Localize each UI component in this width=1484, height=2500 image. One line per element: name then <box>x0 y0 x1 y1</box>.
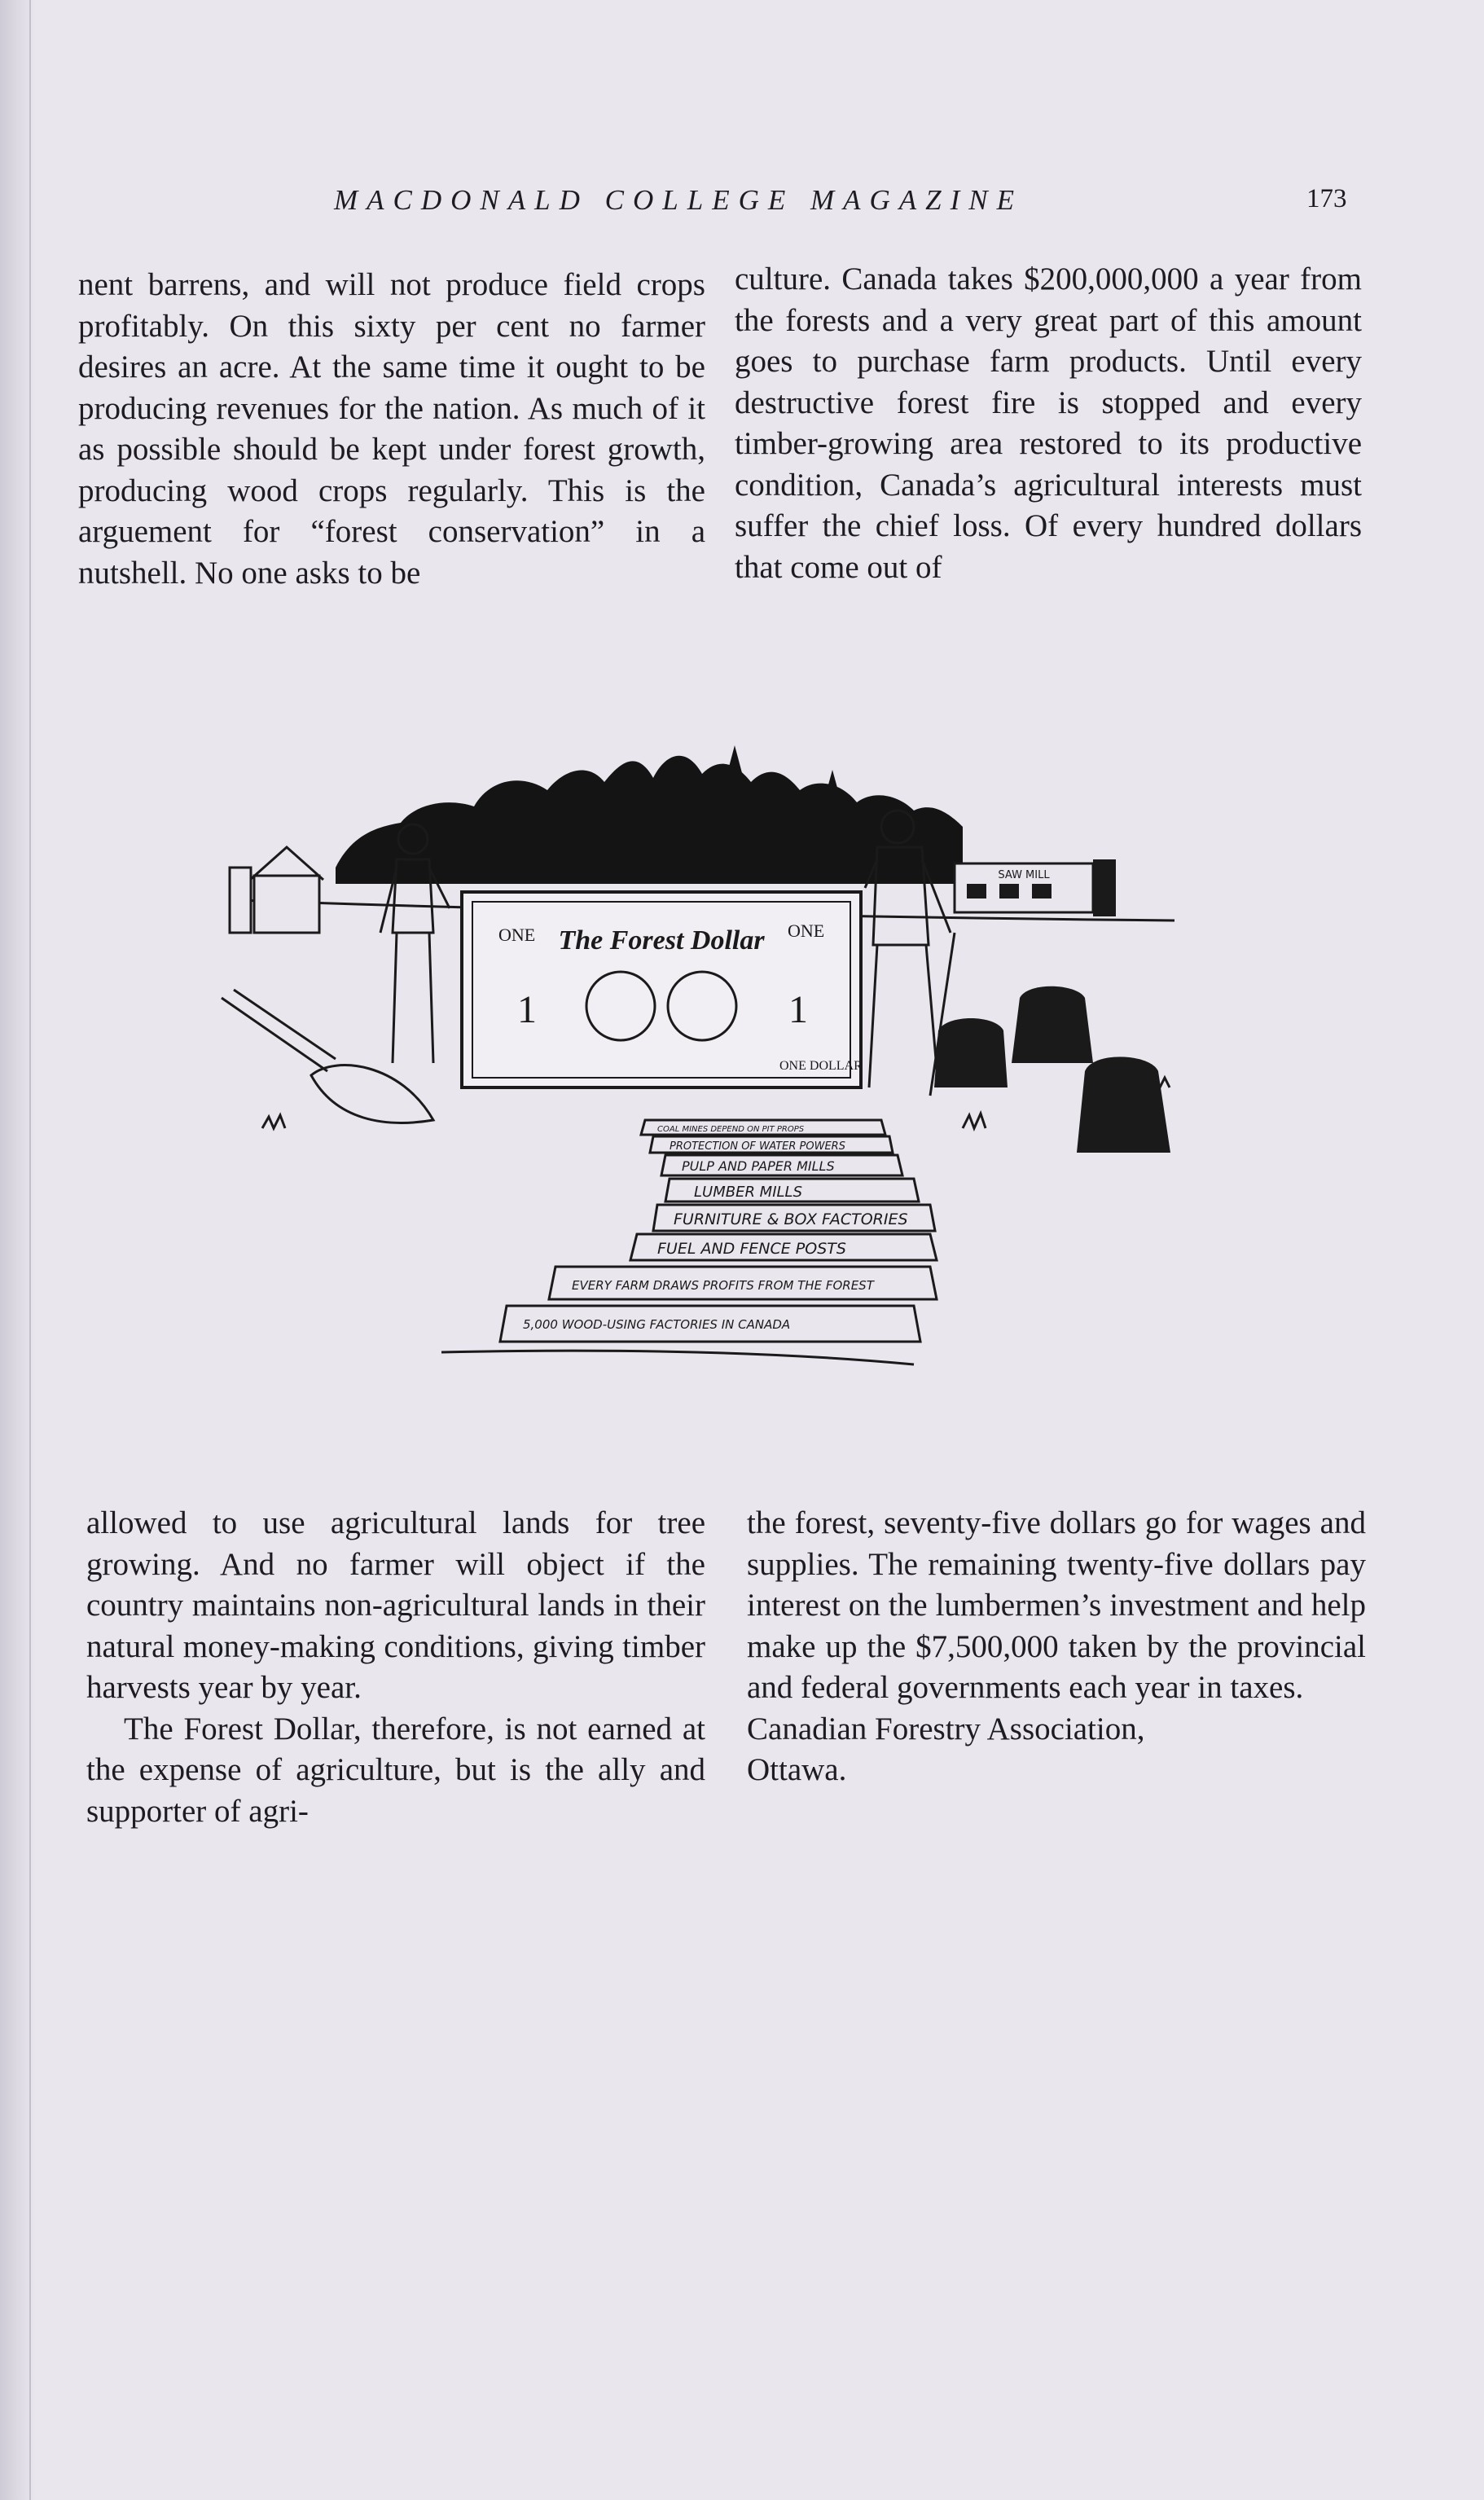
bill-title: The Forest Dollar <box>558 925 765 956</box>
forest-dollar-bill <box>462 892 863 1087</box>
step-8 <box>500 1306 920 1342</box>
step-1 <box>641 1120 885 1135</box>
step-6 <box>630 1234 937 1260</box>
step-label: EVERY FARM DRAWS PROFITS FROM THE FOREST <box>572 1278 874 1293</box>
bill-corner-left: ONE <box>498 925 536 945</box>
step-label: LUMBER MILLS <box>694 1184 803 1201</box>
text-column-top-right <box>735 259 1362 588</box>
step-3 <box>661 1155 902 1175</box>
page-number: 173 <box>1306 184 1347 213</box>
text-column-bottom-left <box>86 1503 705 1832</box>
step-2 <box>650 1136 893 1153</box>
paragraph: culture. Canada takes $200,000,000 a year from the forests and a very great part of this amount goes to purchase farm products. Until every destructive forest fire is stopped and every timber-growing area restored to its productive condition, Canada’s agricultural interests must suffer the chief loss. Of every hundred dollars that come out of <box>735 261 1362 585</box>
bill-bottom-label: ONE DOLLAR <box>779 1059 863 1073</box>
plow-icon <box>222 990 433 1123</box>
paragraph: the forest, seventy-five dollars go for wages and supplies. The remaining twenty-five dollars pay interest on the lumbermen’s investment and help make up the $7,500,000 taken by the provincial and federal governments each year in taxes. <box>747 1505 1366 1705</box>
forest-dollar-illustration <box>213 745 1240 1389</box>
step-label: FUEL AND FENCE POSTS <box>657 1240 846 1258</box>
bill-digit-right: 1 <box>788 988 808 1031</box>
signature-city: Ottawa. <box>747 1752 847 1787</box>
paragraph: nent barrens, and will not produce field crops profitably. On this sixty per cent no farmer desires an acre. At the same time it ought to be producing revenues for the nation. As much of it as possible should be kept under forest growth, producing wood crops regularly. This is the arguement for “forest conservation” in a nutshell. No one asks to be <box>78 267 705 591</box>
signature-organization: Canadian Forestry Association, <box>747 1711 1145 1746</box>
paragraph: allowed to use agricultural lands for tree growing. And no farmer will object if the country maintains non-agricultural lands in their natural money-making conditions, giving timber harvests year by year. <box>86 1505 705 1705</box>
sawmill-building-icon <box>955 859 1116 916</box>
page-header <box>0 184 1484 233</box>
step-5 <box>653 1205 935 1231</box>
step-label: 5,000 WOOD-USING FACTORIES IN CANADA <box>523 1317 791 1332</box>
text-column-bottom-right <box>747 1503 1366 1791</box>
tree-stump-icon <box>934 986 1170 1153</box>
running-title: MACDONALD COLLEGE MAGAZINE <box>334 184 1024 216</box>
step-label: COAL MINES DEPEND ON PIT PROPS <box>657 1125 805 1134</box>
sawmill-sign: SAW MILL <box>998 869 1050 881</box>
farm-barn-icon <box>230 847 323 933</box>
paragraph: The Forest Dollar, therefore, is not earned at the expense of agriculture, but is the ally and supporter of agri- <box>86 1711 705 1829</box>
step-4 <box>665 1179 919 1202</box>
bill-digit-left: 1 <box>517 988 537 1031</box>
step-label: PROTECTION OF WATER POWERS <box>670 1140 845 1153</box>
step-label: PULP AND PAPER MILLS <box>682 1158 835 1174</box>
step-7 <box>549 1267 937 1299</box>
step-label: FURNITURE & BOX FACTORIES <box>674 1210 908 1228</box>
text-column-top-left <box>78 265 705 594</box>
bill-corner-right: ONE <box>788 920 825 941</box>
page-binding-edge <box>0 0 36 2500</box>
forest-dollar-drawing <box>213 745 1240 1389</box>
steps-of-industry <box>441 1120 937 1364</box>
